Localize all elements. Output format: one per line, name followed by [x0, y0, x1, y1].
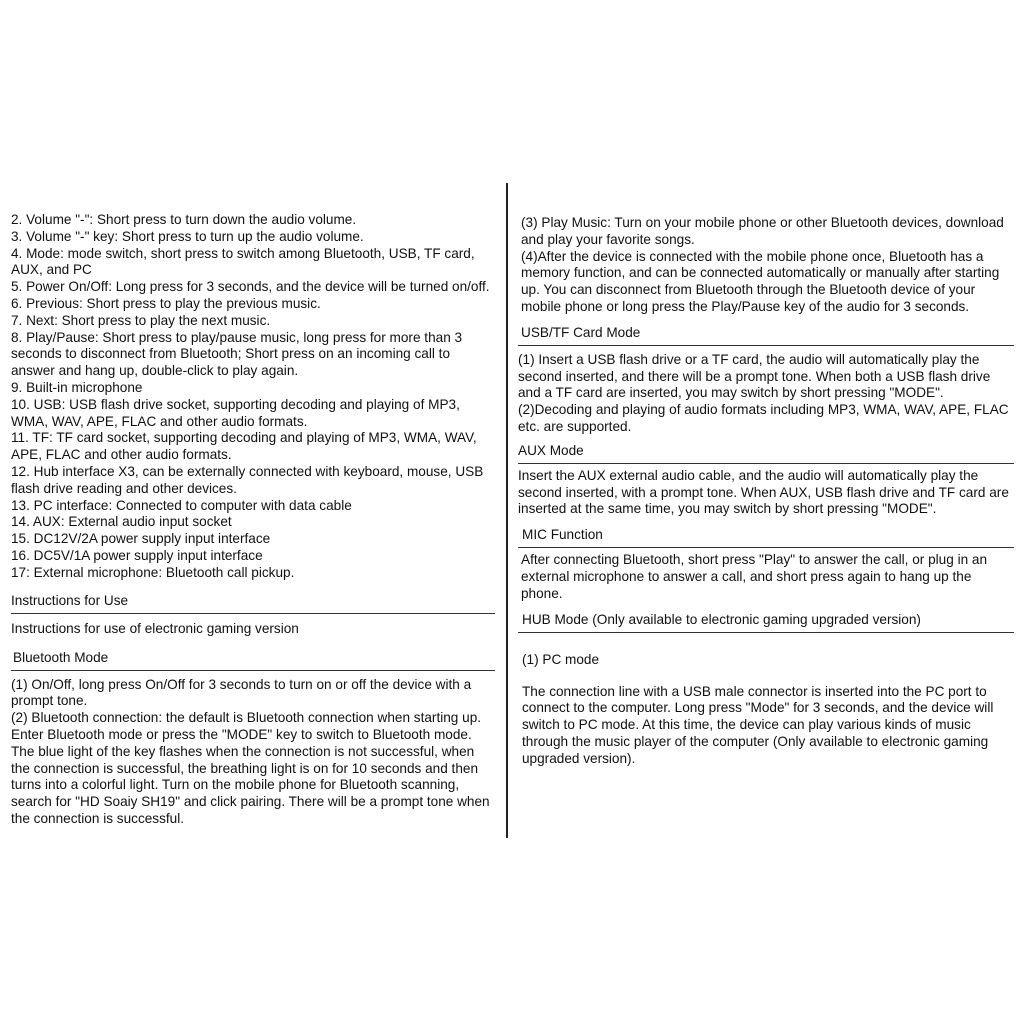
list-item: 15. DC12V/2A power supply input interface: [11, 531, 271, 547]
list-item: 6. Previous: Short press to play the previous music.: [11, 295, 321, 311]
list-item: 9. Built-in microphone: [11, 379, 143, 395]
list-item: 13. PC interface: Connected to computer with data cable: [11, 497, 352, 513]
column-divider: [506, 183, 508, 838]
left-column: [11, 212, 495, 828]
bluetooth-paragraph-4: (4)After the device is connected with the mobile phone once, Bluetooth has a memory function, and can be connected automatically or manually after starting up. You can disconnect from Bluetooth through the Bluetooth device of your mobile phone or long press the Play/Pause key of the audio for 3 seconds.: [521, 248, 1000, 314]
feature-list: [11, 212, 495, 582]
list-item: 7. Next: Short press to play the next music.: [11, 312, 271, 328]
hub-heading: HUB Mode (Only available to electronic gaming upgraded version): [518, 611, 1014, 633]
usb-paragraph-1: (1) Insert a USB flash drive or a TF card, the audio will automatically play the second inserted, and there will be a prompt tone. When both a USB flash drive and a TF card are inserted, you may switch by short pressing "MODE".: [518, 351, 991, 401]
bluetooth-heading: Bluetooth Mode: [11, 649, 495, 671]
list-item: 8. Play/Pause: Short press to play/pause music, long press for more than 3 seconds to disconnect from Bluetooth; Short press on an incoming call to answer and hang up, double-click to play again.: [11, 329, 463, 379]
list-item: 3. Volume "-" key: Short press to turn up the audio volume.: [11, 228, 364, 244]
mic-paragraph: After connecting Bluetooth, short press "Play" to answer the call, or plug in an external microphone to answer a call, and short press again to hang up the phone.: [521, 552, 988, 601]
list-item: 14. AUX: External audio input socket: [11, 514, 232, 530]
usb-tf-heading: USB/TF Card Mode: [518, 324, 1014, 346]
list-item: 11. TF: TF card socket, supporting decoding and playing of MP3, WMA, WAV, APE, FLAC and other audio formats.: [11, 430, 477, 463]
aux-heading: AUX Mode: [518, 442, 1014, 464]
list-item: 10. USB: USB flash drive socket, supporting decoding and playing of MP3, WMA, WAV, APE, FLAC and other audio formats.: [11, 396, 460, 429]
pc-mode-paragraph: The connection line with a USB male connector is inserted into the PC port to connect to the computer. Long press "Mode" for 3 seconds, and the device will switch to PC mode. At this time, the device can play various kinds of music through the music player of the computer (Only available to electronic gaming upgraded version).: [522, 683, 994, 766]
usb-paragraph-2: (2)Decoding and playing of audio formats including MP3, WMA, WAV, APE, FLAC etc. are supported.: [518, 402, 1009, 434]
right-column: [518, 215, 1014, 768]
list-item: 2. Volume "-": Short press to turn down the audio volume.: [11, 212, 357, 227]
list-item: 16. DC5V/1A power supply input interface: [11, 547, 263, 563]
bluetooth-paragraph-3: (3) Play Music: Turn on your mobile phone or other Bluetooth devices, download and play your favorite songs.: [521, 215, 1004, 247]
gaming-heading: Instructions for use of electronic gaming version: [11, 620, 299, 636]
bluetooth-paragraph-2: (2) Bluetooth connection: the default is Bluetooth connection when starting up. Enter Bluetooth mode or press the "MODE" key to switch to Bluetooth mode. The blue light of the key flashes when the connection is not successful, when the connection is successful, the breathing light is on for 10 seconds and then turns into a colorful light. Turn on the mobile phone for Bluetooth scanning, search for "HD Soaiy SH19" and click pairing. There will be a prompt tone when the connection is successful.: [11, 710, 490, 826]
list-item: 4. Mode: mode switch, short press to switch among Bluetooth, USB, TF card, AUX, and PC: [11, 245, 475, 278]
instructions-heading: Instructions for Use: [11, 592, 495, 614]
aux-paragraph: Insert the AUX external audio cable, and the audio will automatically play the second inserted, with a prompt tone. When AUX, USB flash drive and TF card are inserted at the same time, you may switch by short pressing "MODE".: [518, 467, 1009, 517]
pc-mode-heading: (1) PC mode: [522, 651, 600, 667]
list-item: 12. Hub interface X3, can be externally connected with keyboard, mouse, USB flash drive reading and other devices.: [11, 463, 484, 496]
list-item: 17: External microphone: Bluetooth call pickup.: [11, 564, 295, 580]
list-item: 5. Power On/Off: Long press for 3 seconds, and the device will be turned on/off.: [11, 279, 490, 295]
mic-heading: MIC Function: [518, 526, 1014, 548]
bluetooth-paragraph-1: (1) On/Off, long press On/Off for 3 seconds to turn on or off the device with a prompt tone.: [11, 676, 472, 709]
